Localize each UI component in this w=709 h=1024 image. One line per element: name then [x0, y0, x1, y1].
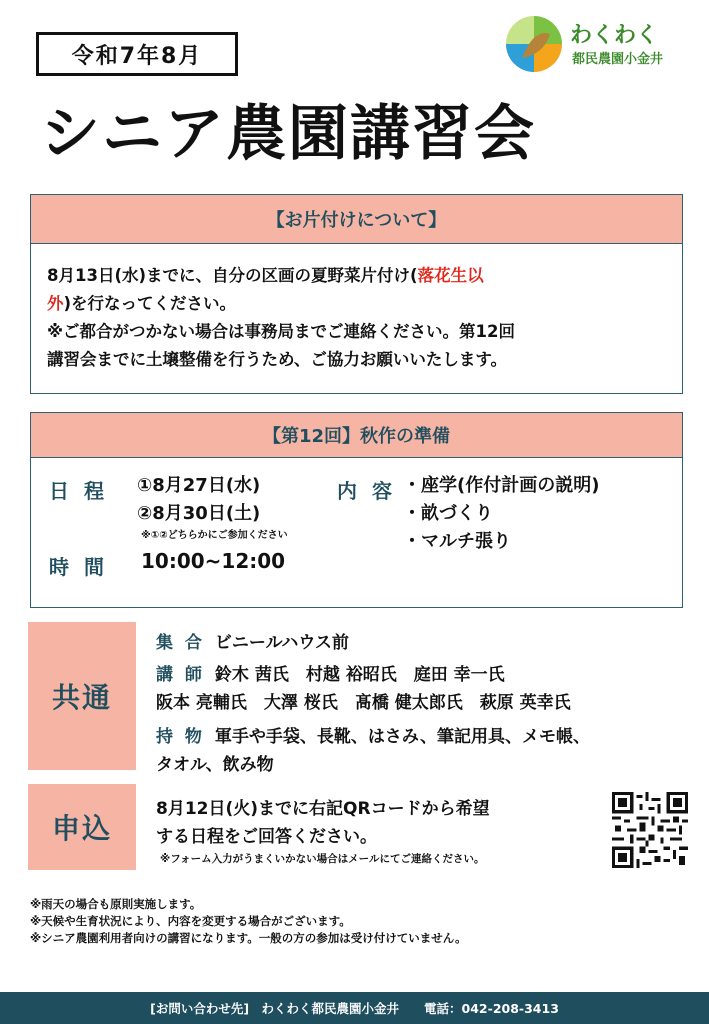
prep-heading: 【第12回】秋作の準備 — [31, 413, 682, 458]
instructor-row — [156, 660, 505, 685]
note-item: ※天候や生育状況により、内容を変更する場合がございます。 — [30, 914, 351, 928]
gather-row — [156, 628, 349, 653]
note-item: ※シニア農園利用者向けの講習になります。一般の方の参加は受け付けていません。 — [30, 931, 467, 945]
logo — [504, 14, 684, 74]
items-value: 軍手や手袋、長靴、はさみ、筆記用具、メモ帳、 — [214, 727, 590, 747]
common-label-box: 共通 — [28, 622, 136, 770]
cleanup-note: ※ご都合がつかない場合は事務局までご連絡ください。第12回 — [47, 322, 516, 341]
apply-text: する日程をご回答ください。 — [156, 827, 377, 847]
content-item: ・マルチ張り — [403, 531, 511, 552]
logo-text: わくわく — [570, 23, 659, 48]
items-value-2: タオル、飲み物 — [156, 755, 274, 775]
logo-subtext: 都民農園小金井 — [572, 52, 664, 67]
time-label: 時 間 — [49, 555, 108, 579]
schedule-date-1: ①8月27日(水) — [137, 475, 261, 496]
cleanup-body — [31, 244, 682, 374]
items-row — [156, 722, 590, 747]
note-item: ※雨天の場合も原則実施します。 — [30, 897, 202, 911]
items-label: 持 物 — [156, 727, 205, 747]
date-badge: 令和7年8月 — [36, 32, 238, 76]
content-label: 内 容 — [337, 479, 396, 503]
prep-section — [30, 412, 683, 608]
contact-footer: [お問い合わせ先] わくわく都民農園小金井 電話：042-208-3413 — [0, 992, 709, 1024]
cleanup-note: 講習会までに土壌整備を行うため、ご協力お願いいたします。 — [47, 350, 508, 369]
cleanup-highlight: 外 — [47, 294, 64, 313]
gather-value: ビニールハウス前 — [214, 633, 349, 653]
instructor-names: 鈴木 茜氏 村越 裕昭氏 庭田 幸一氏 — [214, 665, 505, 685]
content-item: ・畝づくり — [403, 503, 493, 524]
apply-label-box: 申込 — [28, 784, 136, 870]
gather-label: 集 合 — [156, 633, 205, 653]
notes — [30, 896, 466, 947]
cleanup-section — [30, 194, 683, 394]
schedule-date-2: ②8月30日(土) — [137, 503, 261, 524]
apply-note: ※フォーム入力がうまくいかない場合はメールにてご連絡ください。 — [160, 853, 485, 865]
cleanup-heading: 【お片付けについて】 — [31, 195, 682, 244]
time-value: 10:00~12:00 — [141, 549, 286, 573]
logo-mark-icon — [504, 14, 564, 74]
cleanup-text: )を行なってください。 — [63, 294, 237, 313]
apply-text: 8月12日(火)までに右記QRコードから希望 — [156, 799, 490, 819]
cleanup-text: 8月13日(水)までに、自分の区画の夏野菜片付け( — [47, 266, 418, 285]
schedule-note: ※①②どちらかにご参加ください — [141, 530, 288, 541]
page-title: シニア農園講習会 — [40, 99, 536, 169]
content-item: ・座学(作付計画の説明) — [403, 475, 600, 496]
instructor-names-2: 阪本 亮輔氏 大澤 桜氏 髙橋 健太郎氏 萩原 英幸氏 — [156, 693, 571, 713]
instructor-label: 講 師 — [156, 665, 205, 685]
schedule-label: 日 程 — [49, 479, 108, 503]
cleanup-highlight: 落花生以 — [417, 266, 484, 285]
qr-code-icon[interactable] — [612, 792, 688, 868]
